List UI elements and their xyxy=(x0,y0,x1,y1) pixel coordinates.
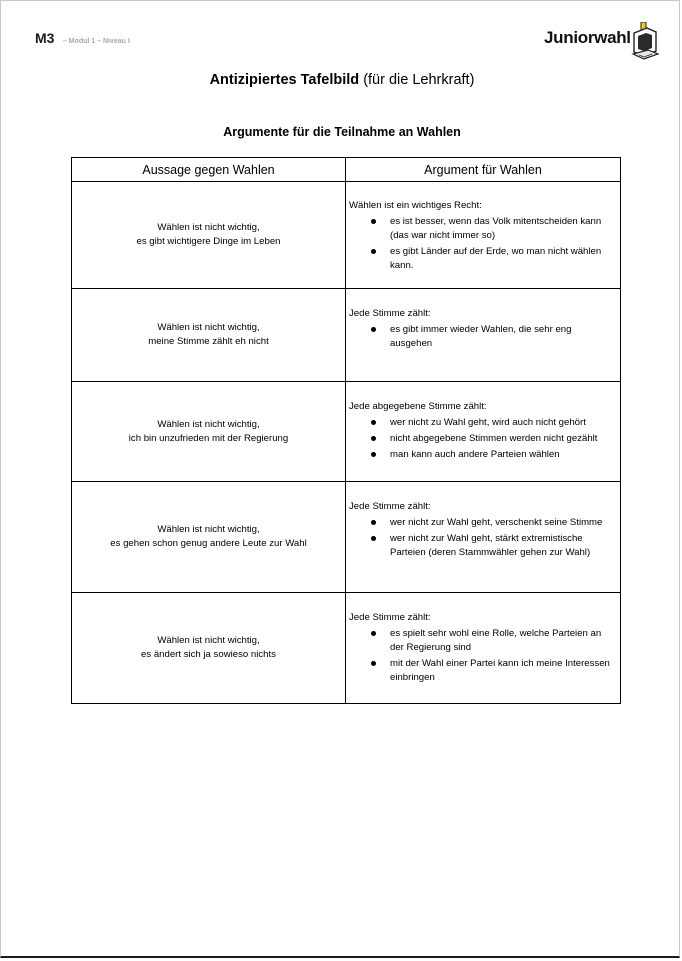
list-item: es gibt Länder auf der Erde, wo man nicht wählen kann. xyxy=(349,245,616,273)
list-item: es ist besser, wenn das Volk mitentscheiden kann (das war nicht immer so) xyxy=(349,215,616,243)
ballot-box-computer-icon xyxy=(630,22,660,62)
statement-cell xyxy=(72,593,346,704)
statement-line: Wählen ist nicht wichtig, xyxy=(157,418,260,430)
list-item: man kann auch andere Parteien wählen xyxy=(349,448,616,462)
section-subtitle: Argumente für die Teilnahme an Wahlen xyxy=(223,125,461,139)
argument-heading: Wählen ist ein wichtiges Recht: xyxy=(349,200,482,211)
module-level: – Modul 1 – Niveau I xyxy=(62,38,130,45)
worksheet-header xyxy=(35,30,130,48)
statement-line: meine Stimme zählt eh nicht xyxy=(148,336,269,347)
statement-line: es gibt wichtigere Dinge im Leben xyxy=(136,236,281,247)
statement-cell xyxy=(72,482,346,593)
argument-cell xyxy=(346,182,621,289)
table-row xyxy=(72,482,621,593)
argument-heading: Jede Stimme zählt: xyxy=(349,308,431,319)
argument-list xyxy=(349,416,616,462)
list-item: mit der Wahl einer Partei kann ich meine Interessen einbringen xyxy=(349,657,616,685)
list-item: es spielt sehr wohl eine Rolle, welche Parteien an der Regierung sind xyxy=(349,627,616,655)
table-header-row xyxy=(72,158,621,182)
table-row xyxy=(72,382,621,482)
table-row xyxy=(72,593,621,704)
table-row xyxy=(72,289,621,382)
argument-heading: Jede Stimme zählt: xyxy=(349,501,431,512)
argument-list xyxy=(349,516,616,560)
argument-list xyxy=(349,215,616,273)
page-title xyxy=(1,72,682,88)
argument-cell xyxy=(346,289,621,382)
logo-text: Juniorwahl xyxy=(544,28,631,47)
statement-cell xyxy=(72,182,346,289)
title-main: Antizipiertes Tafelbild xyxy=(209,72,360,88)
list-item: wer nicht zur Wahl geht, stärkt extremistische Parteien (deren Stammwähler gehen zur Wahl) xyxy=(349,532,616,560)
statement-line: Wählen ist nicht wichtig, xyxy=(157,635,260,646)
material-code: M3 xyxy=(35,30,55,46)
argument-list xyxy=(349,627,616,685)
statement-line: Wählen ist nicht wichtig, xyxy=(157,322,260,333)
argument-list xyxy=(349,323,616,351)
table-row xyxy=(72,182,621,289)
arguments-table xyxy=(71,157,621,704)
title-suffix: (für die Lehrkraft) xyxy=(363,72,475,88)
column-header-statement: Aussage gegen Wahlen xyxy=(72,158,346,182)
argument-cell xyxy=(346,382,621,482)
list-item: wer nicht zu Wahl geht, wird auch nicht gehört xyxy=(349,416,616,430)
argument-heading: Jede abgegebene Stimme zählt: xyxy=(349,401,487,412)
argument-cell xyxy=(346,482,621,593)
list-item: nicht abgegebene Stimmen werden nicht gezählt xyxy=(349,432,616,446)
argument-heading: Jede Stimme zählt: xyxy=(349,612,431,623)
statement-line: Wählen ist nicht wichtig, xyxy=(157,524,260,535)
statement-cell xyxy=(72,289,346,382)
argument-cell xyxy=(346,593,621,704)
list-item: wer nicht zur Wahl geht, verschenkt seine Stimme xyxy=(349,516,616,530)
statement-line: Wählen ist nicht wichtig, xyxy=(157,222,260,233)
statement-line: es gehen schon genug andere Leute zur Wahl xyxy=(110,538,307,549)
juniorwahl-logo xyxy=(544,22,662,62)
statement-cell xyxy=(72,382,346,482)
column-header-argument: Argument für Wahlen xyxy=(346,158,621,182)
statement-line: es ändert sich ja sowieso nichts xyxy=(141,649,276,660)
statement-line: ich bin unzufrieden mit der Regierung xyxy=(128,432,289,444)
list-item: es gibt immer wieder Wahlen, die sehr eng ausgehen xyxy=(349,323,616,351)
